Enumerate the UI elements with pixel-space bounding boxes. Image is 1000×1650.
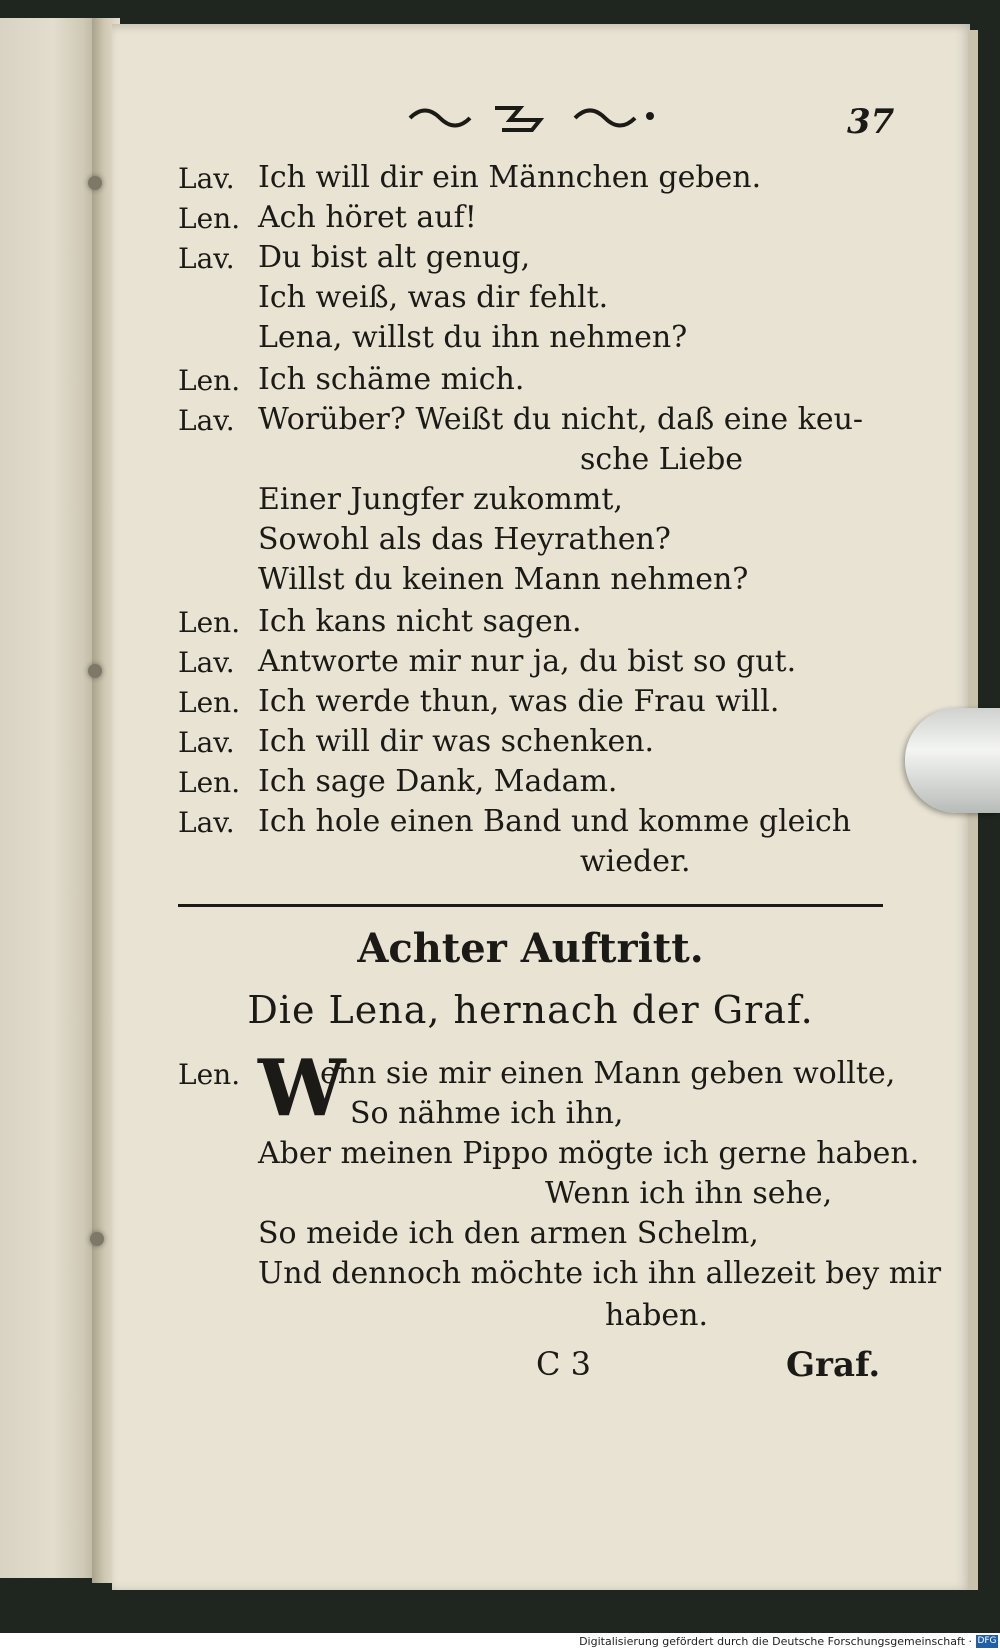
speaker-label: Len. — [178, 606, 241, 639]
speaker-label: Lav. — [178, 242, 235, 275]
dialogue-line: Sowohl als das Heyrathen? — [258, 522, 671, 557]
speaker-label: Lav. — [178, 726, 235, 759]
song-line: So meide ich den armen Schelm, — [258, 1216, 759, 1251]
dialogue-line: Worüber? Weißt du nicht, daß eine keu- — [258, 402, 864, 437]
dialogue-line: Ich kans nicht sagen. — [258, 604, 582, 639]
dialogue-line: Ich werde thun, was die Frau will. — [258, 684, 780, 719]
dialogue-line: sche Liebe — [580, 442, 744, 477]
binding-hole — [88, 176, 102, 190]
binding-hole — [88, 664, 102, 678]
dialogue-line: Willst du keinen Mann nehmen? — [258, 562, 749, 597]
ornament-headpiece — [400, 98, 660, 138]
speaker-label: Lav. — [178, 162, 235, 195]
footer-bar — [0, 1633, 1000, 1650]
speaker-label: Len. — [178, 686, 241, 719]
funding-notice: Digitalisierung gefördert durch die Deutsche Forschungsgemeinschaft · — [579, 1635, 972, 1648]
section-rule — [178, 902, 883, 910]
speaker-label: Lav. — [178, 646, 235, 679]
dialogue-line: Lena, willst du ihn nehmen? — [258, 320, 688, 355]
song-line: Aber meinen Pippo mögte ich gerne haben. — [258, 1136, 920, 1171]
dialogue-line: Ich sage Dank, Madam. — [258, 764, 618, 799]
dialogue-line: wieder. — [580, 844, 691, 879]
catchword: Graf. — [786, 1345, 881, 1385]
drop-capital: W — [258, 1043, 346, 1134]
dialogue-line: Einer Jungfer zukommt, — [258, 482, 623, 517]
dialogue-line: Ich schäme mich. — [258, 362, 525, 397]
song-line: So nähme ich ihn, — [350, 1096, 624, 1131]
dialogue-line: Ich weiß, was dir fehlt. — [258, 280, 609, 315]
page-clip — [905, 708, 1000, 813]
dialogue-line: Ich hole einen Band und komme gleich — [258, 804, 852, 839]
dialogue-line: Ach höret auf! — [258, 200, 477, 235]
speaker-label: Len. — [178, 364, 241, 397]
left-page — [0, 18, 98, 1578]
dialogue-line: Ich will dir ein Männchen geben. — [258, 160, 762, 195]
speaker-label: Len. — [178, 766, 241, 799]
song-line: Wenn ich ihn sehe, — [545, 1176, 833, 1211]
speaker-label: Lav. — [178, 806, 235, 839]
dialogue-line: Ich will dir was schenken. — [258, 724, 655, 759]
song-line: haben. — [605, 1298, 709, 1333]
dialogue-line: Antworte mir nur ja, du bist so gut. — [258, 644, 797, 679]
scene-characters: Die Lena, hernach der Graf. — [247, 988, 814, 1032]
song-speaker: Len. — [178, 1058, 241, 1091]
binding-hole — [90, 1232, 104, 1246]
page-number: 37 — [847, 102, 895, 142]
dfg-logo: DFG — [977, 1636, 997, 1646]
song-line: enn sie mir einen Mann geben wollte, — [320, 1056, 896, 1091]
dialogue-line: Du bist alt genug, — [258, 240, 531, 275]
signature-mark: C 3 — [536, 1345, 592, 1383]
speaker-label: Len. — [178, 202, 241, 235]
scene-title: Achter Auftritt. — [357, 925, 704, 972]
song-line: Und dennoch möchte ich ihn allezeit bey mir — [258, 1256, 942, 1291]
speaker-label: Lav. — [178, 404, 235, 437]
